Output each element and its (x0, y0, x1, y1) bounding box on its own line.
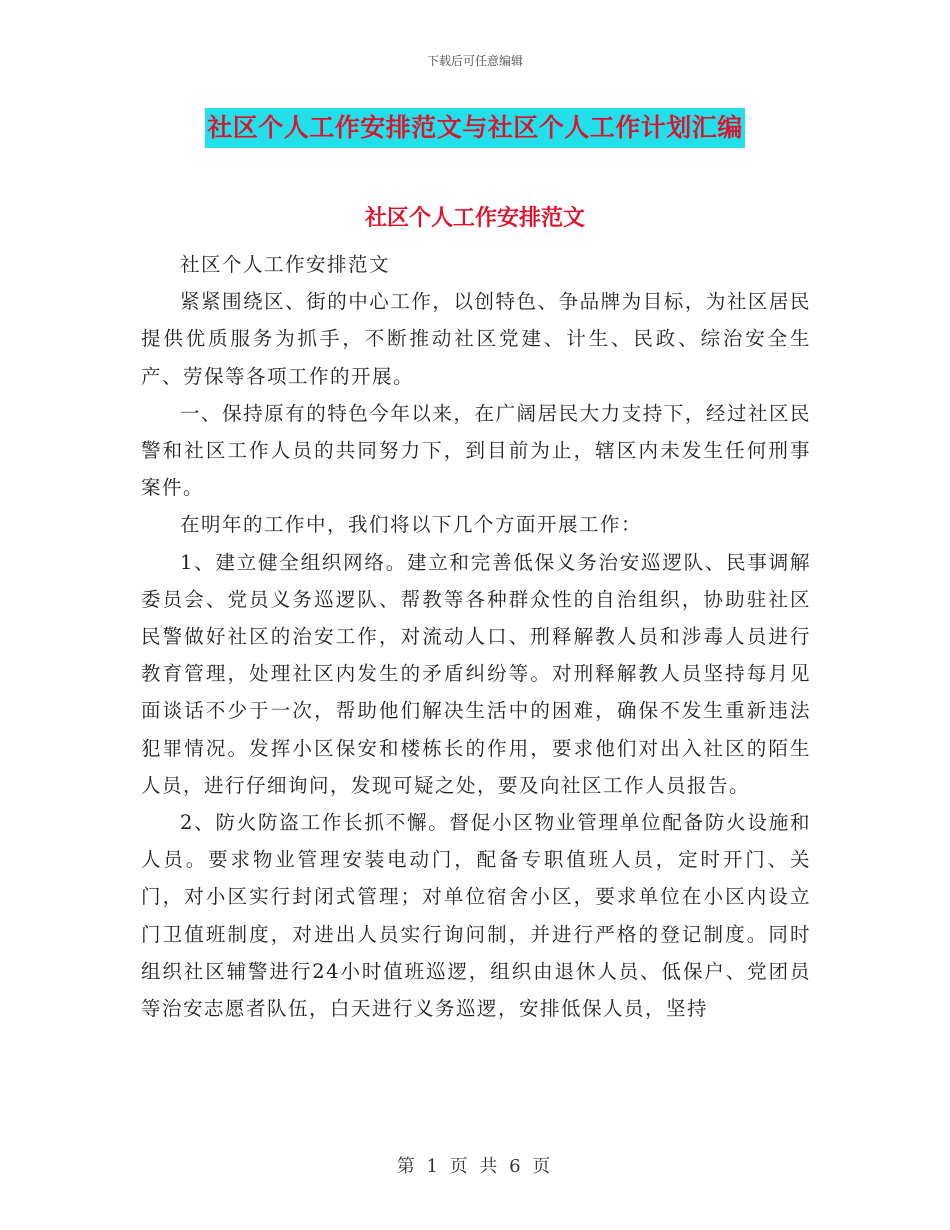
body-text (141, 246, 811, 1027)
section-title: 社区个人工作安排范文 (364, 205, 585, 231)
header-note: 下载后可任意编辑 (426, 54, 523, 68)
paragraph: 2、防火防盗工作长抓不懈。督促小区物业管理单位配备防火设施和人员。要求物业管理安装电动门，配备专职值班人员，定时开门、关门，对小区实行封闭式管理；对单位宿舍小区，要求单位在小区内设立门卫值班制度，对进出人员实行询问制，并进行严格的登记制度。同时组织社区辅警进行24小时值班巡逻，组织由退休人员、低保户、党团员等治安志愿者队伍，白天进行义务巡逻，安排低保人员，坚持 (141, 811, 811, 1021)
document-title-text: 社区个人工作安排范文与社区个人工作计划汇编 (205, 108, 745, 148)
paragraph: 社区个人工作安排范文 (180, 253, 391, 276)
paragraph: 紧紧围绕区、街的中心工作，以创特色、争品牌为目标，为社区居民提供优质服务为抓手，不断推动社区党建、计生、民政、综治安全生产、劳保等各项工作的开展。 (141, 290, 811, 388)
document-title (0, 108, 950, 148)
paragraph: 1、建立健全组织网络。建立和完善低保义务治安巡逻队、民事调解委员会、党员义务巡逻队、帮教等各种群众性的自治组织，协助驻社区民警做好社区的治安工作，对流动人口、刑释解教人员和涉毒人员进行教育管理，处理社区内发生的矛盾纠纷等。对刑释解教人员坚持每月见面谈话不少于一次，帮助他们解决生活中的困难，确保不发生重新违法犯罪情况。发挥小区保安和楼栋长的作用，要求他们对出入社区的陌生人员，进行仔细询问，发现可疑之处，要及向社区工作人员报告。 (141, 550, 811, 797)
paragraph: 一、保持原有的特色今年以来，在广阔居民大力支持下，经过社区民警和社区工作人员的共同努力下，到目前为止，辖区内未发生任何刑事案件。 (141, 401, 811, 500)
page-footer: 第 1 页 共 6 页 (396, 1156, 554, 1177)
paragraph: 在明年的工作中，我们将以下几个方面开展工作： (180, 513, 643, 537)
